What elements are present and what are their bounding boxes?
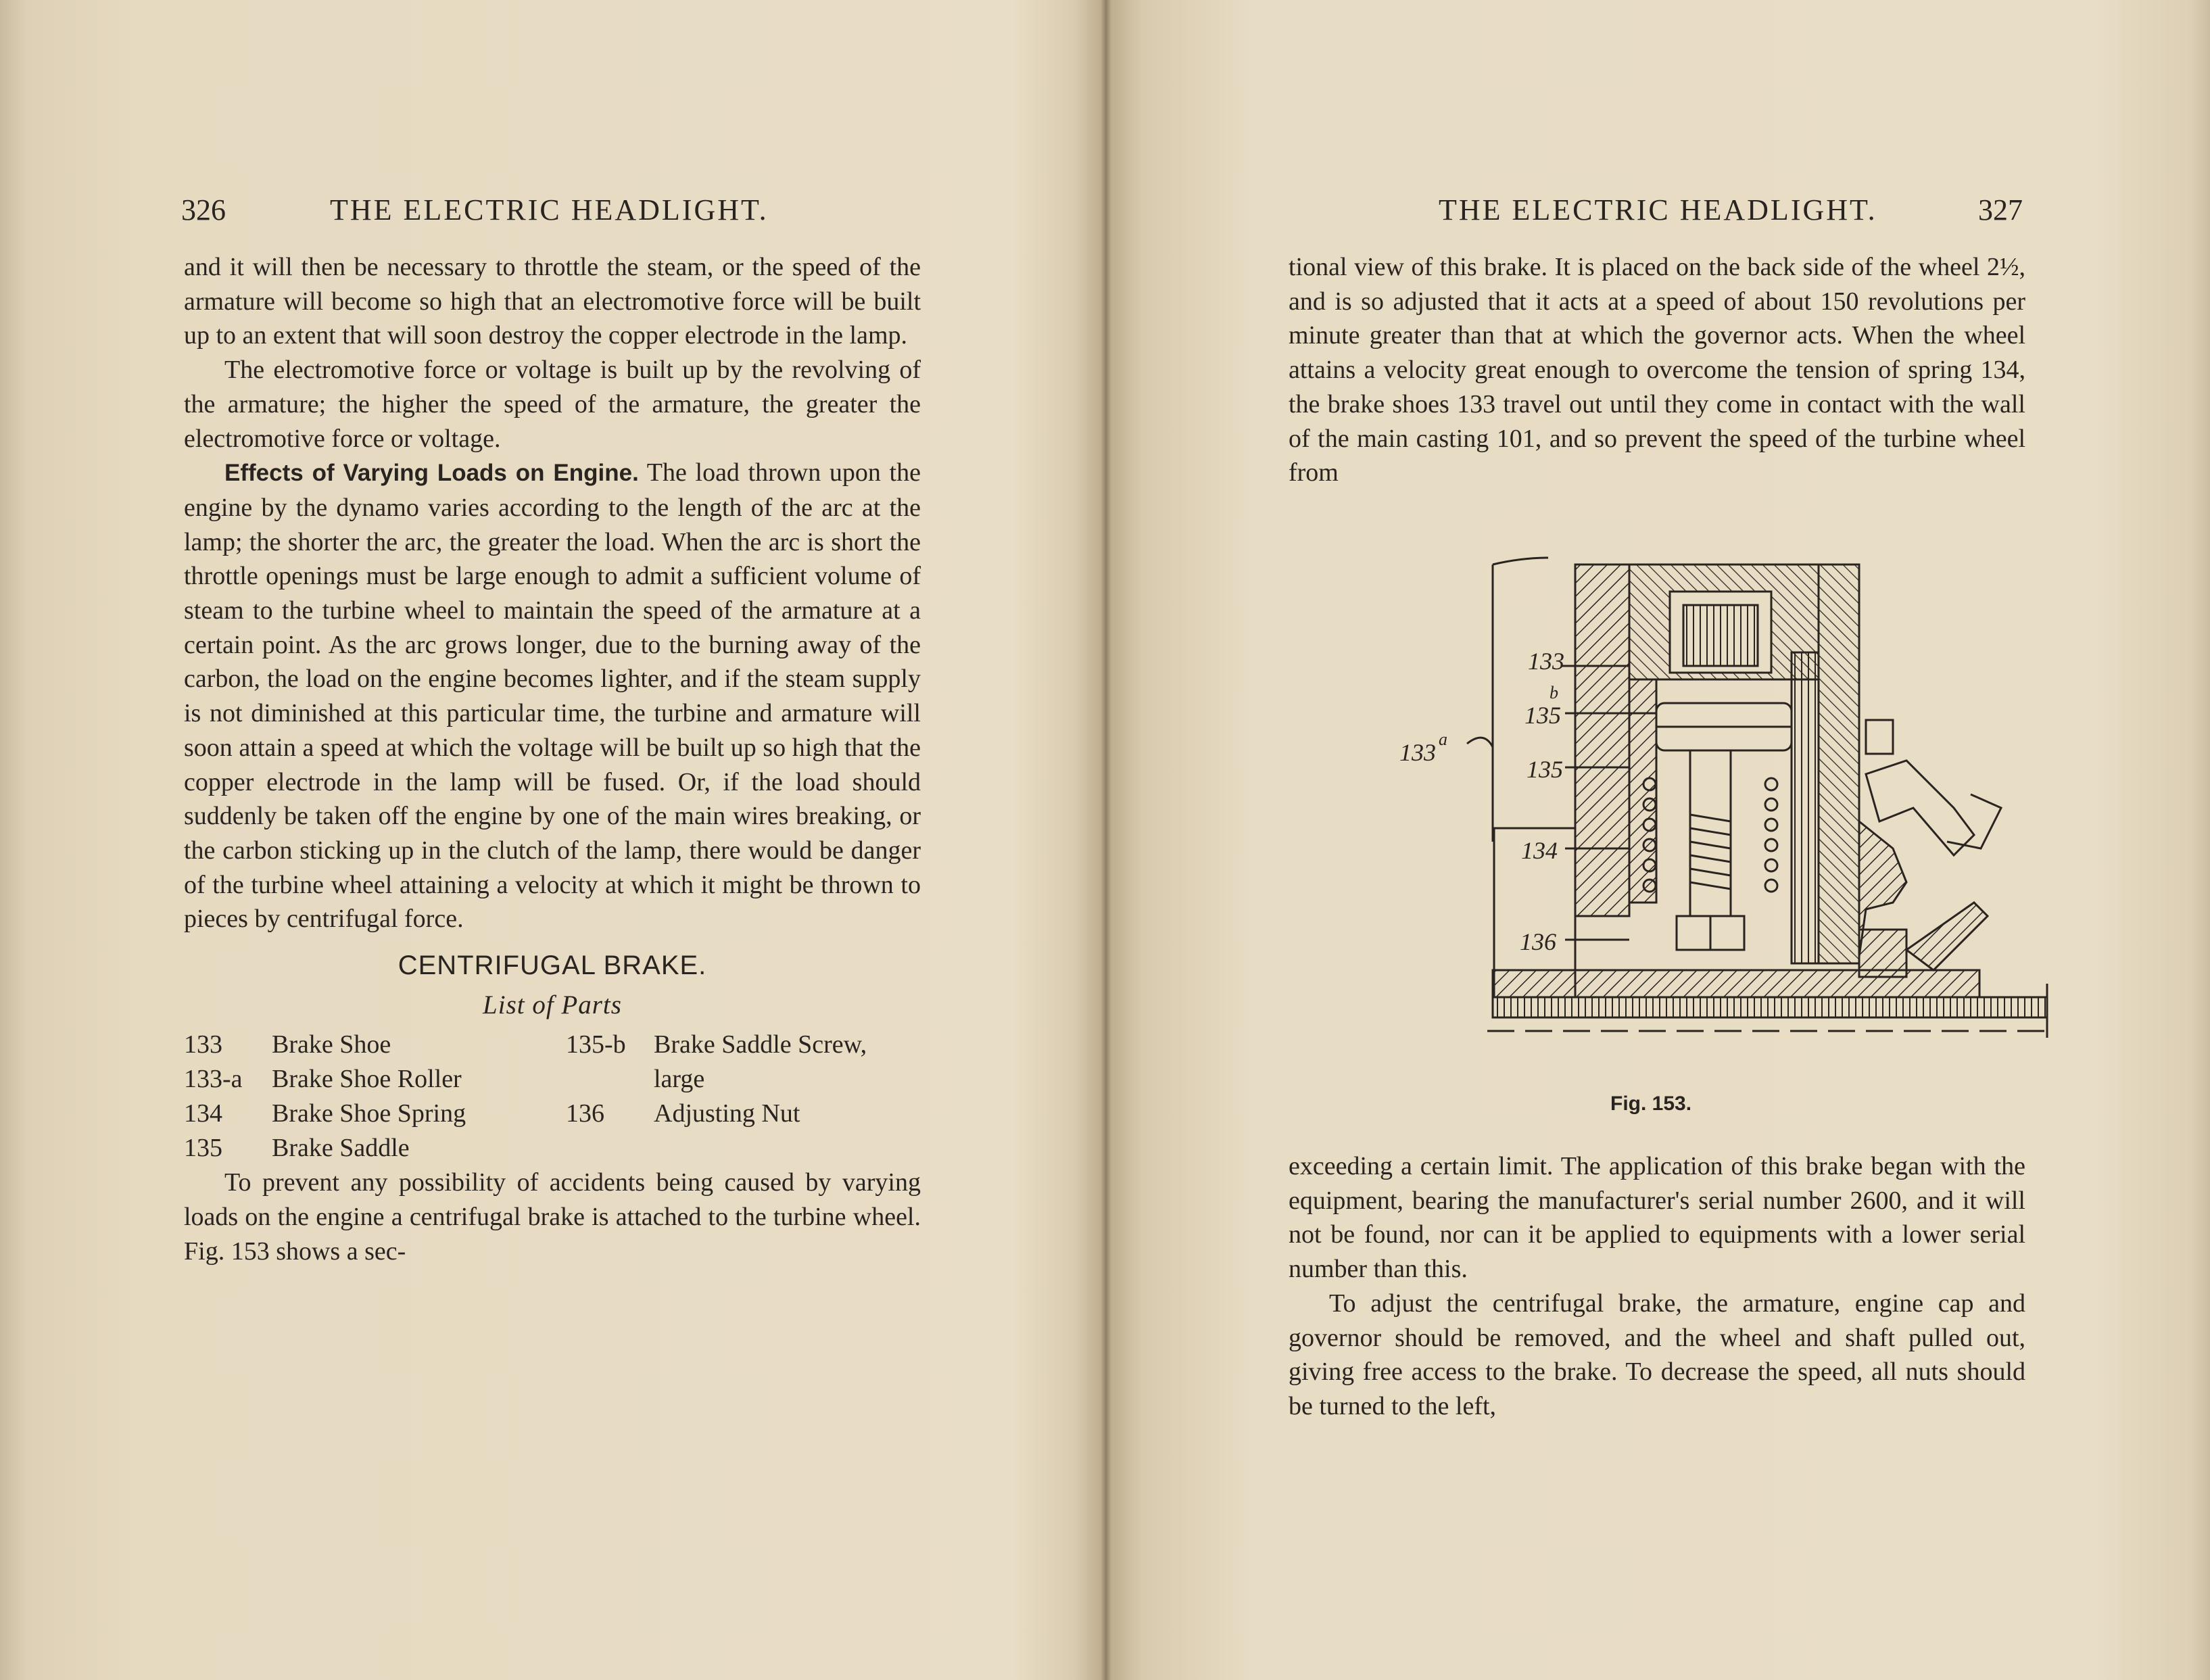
label-135b-sup: b bbox=[1550, 683, 1558, 702]
label-134: 134 bbox=[1521, 837, 1558, 864]
figure-caption: Fig. 153. bbox=[1610, 1093, 1692, 1115]
section-title: CENTRIFUGAL BRAKE. bbox=[398, 951, 707, 981]
left-body bbox=[184, 250, 921, 1269]
part-name: Brake Shoe Spring bbox=[272, 1099, 466, 1128]
part-name: Brake Saddle Screw, bbox=[654, 1030, 867, 1059]
right-running-header: THE ELECTRIC HEADLIGHT. bbox=[1439, 193, 1877, 226]
label-136: 136 bbox=[1520, 928, 1556, 955]
right-page bbox=[1109, 0, 2210, 1680]
right-page-number: 327 bbox=[1978, 193, 2023, 226]
left-paragraph-4: To prevent any possibility of accidents being caused by varying loads on the engine a centrifugal brake is attached to the turbine wheel. Fig. 153 shows a sec- bbox=[184, 1168, 921, 1266]
right-paragraph-3: To adjust the centrifugal brake, the armature, engine cap and governor should be removed, and the wheel and shaft pulled out, giving free access to the brake. To decrease the speed, all nuts should be turned to the left, bbox=[1289, 1289, 2025, 1420]
brake-sectional-figure bbox=[1393, 551, 2069, 1092]
label-135b: 135 bbox=[1524, 702, 1561, 729]
figure-drawing bbox=[1467, 558, 2055, 1038]
right-paragraph-2: exceeding a certain limit. The application of this brake began with the equipment, bearing the manufacturer's serial number 2600, and it will not be found, nor can it be applied to equipments with a lower serial number than this. bbox=[1289, 1152, 2025, 1284]
part-name-continued: large bbox=[654, 1065, 705, 1094]
right-paragraph-1: tional view of this brake. It is placed on the back side of the wheel 2½, and is so adjusted that it acts at a speed of about 150 revolutions per minute greater than that at which the governor acts. When the wheel attains a velocity great enough to overcome the tension of spring 134, the brake shoes 133 travel out until they come in contact with the wall of the main casting 101, and so prevent the speed of the turbine wheel from bbox=[1289, 253, 2025, 487]
part-number: 135-b bbox=[566, 1030, 626, 1059]
part-number: 136 bbox=[566, 1099, 604, 1128]
part-name: Brake Saddle bbox=[272, 1134, 410, 1163]
right-body-top bbox=[1289, 250, 2025, 490]
part-name: Adjusting Nut bbox=[654, 1099, 800, 1128]
part-name: Brake Shoe Roller bbox=[272, 1065, 462, 1094]
left-page bbox=[0, 0, 1103, 1680]
label-135: 135 bbox=[1527, 756, 1563, 783]
left-paragraph-3 bbox=[184, 456, 921, 936]
left-page-number: 326 bbox=[181, 193, 226, 226]
parts-list bbox=[184, 1028, 921, 1166]
part-number: 133 bbox=[184, 1030, 222, 1059]
right-body-bottom bbox=[1289, 1149, 2025, 1424]
label-133a-sup: a bbox=[1439, 729, 1447, 749]
left-running-header: THE ELECTRIC HEADLIGHT. bbox=[330, 193, 769, 226]
left-paragraph-1: and it will then be necessary to throttle the steam, or the speed of the armature will become so high that an electromotive force will be built up to an extent that will soon destroy the copper electrode in the lamp. bbox=[184, 253, 921, 350]
runin-heading: Effects of Varying Loads on Engine. bbox=[224, 460, 639, 487]
part-number: 134 bbox=[184, 1099, 222, 1128]
left-paragraph-3-text: The load thrown upon the engine by the dynamo varies according to the length of the arc at the lamp; the shorter the arc, the greater the load. When the arc is short the throttle openings must be large enough to admit a sufficient volume of steam to the turbine wheel to maintain the speed of the armature at a certain point. As the arc grows longer, due to the burning away of the carbon, the load on the engine becomes lighter, and if the steam supply is not diminished at this particular time, the turbine and armature will soon attain a speed at which the voltage will be built up so high that the copper electrode in the lamp will be fused. Or, if the load should suddenly be taken off the engine by one of the main wires breaking, or the carbon sticking up in the clutch of the lamp, there would be danger of the turbine wheel attaining a velocity at which it might be thrown to pieces by centrifugal force. bbox=[184, 458, 921, 934]
part-number: 135 bbox=[184, 1134, 222, 1163]
part-name: Brake Shoe bbox=[272, 1030, 391, 1059]
parts-subtitle: List of Parts bbox=[483, 990, 622, 1019]
label-133: 133 bbox=[1528, 648, 1564, 675]
left-paragraph-2: The electromotive force or voltage is built up by the revolving of the armature; the higher the speed of the armature, the greater the electromotive force or voltage. bbox=[184, 356, 921, 453]
part-number: 133-a bbox=[184, 1065, 243, 1094]
label-133a: 133 bbox=[1399, 739, 1436, 766]
